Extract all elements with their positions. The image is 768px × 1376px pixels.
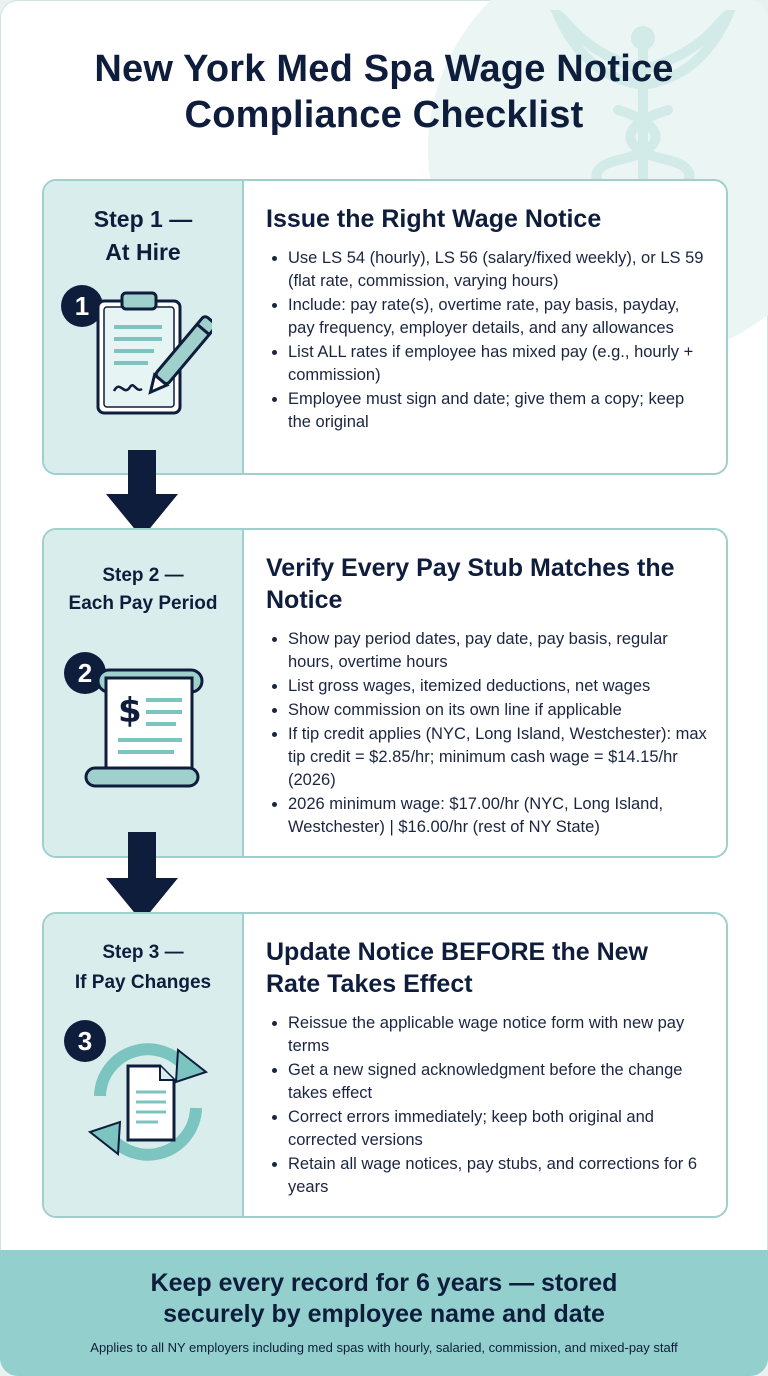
- step-3-bullet-list: [266, 1012, 708, 1199]
- clipboard-pen-icon: [92, 287, 212, 417]
- step-2-number-badge: 2: [64, 652, 106, 694]
- step-2-left-panel: [44, 530, 244, 856]
- step-2-card: [42, 528, 728, 858]
- step-3-number-badge: 3: [64, 1020, 106, 1062]
- step-1-number-badge: 1: [61, 285, 103, 327]
- step-3-label-line2: If Pay Changes: [74, 972, 212, 993]
- list-item: • Use LS 54 (hourly), LS 56 (salary/fixed weekly), or LS 59 (flat rate, commission, varying hours): [288, 247, 708, 293]
- list-item: • Correct errors immediately; keep both original and corrected versions: [288, 1106, 708, 1152]
- step-3-label: [44, 938, 242, 998]
- step-2-label-line2: Each Pay Period: [68, 593, 218, 614]
- list-item: • Employee must sign and date; give them a copy; keep the original: [288, 388, 708, 434]
- arrow-down-icon: [102, 832, 182, 924]
- step-3-label-line1: Step 3 —: [102, 942, 184, 963]
- list-item: • 2026 minimum wage: $17.00/hr (NYC, Long Island, Westchester) | $16.00/hr (rest of NY State): [288, 793, 708, 839]
- footer-headline-line1: Keep every record for 6 years — stored: [150, 1269, 618, 1297]
- step-2-content: [244, 530, 726, 856]
- svg-text:$: $: [118, 691, 142, 731]
- step-1-heading: Issue the Right Wage Notice: [266, 205, 602, 233]
- footer-banner: [0, 1250, 768, 1376]
- step-2-heading: Verify Every Pay Stub Matches the Notice: [266, 554, 675, 614]
- list-item: • List ALL rates if employee has mixed pay (e.g., hourly + commission): [288, 341, 708, 387]
- arrow-down-icon: [102, 450, 182, 540]
- page-title: [0, 0, 768, 138]
- step-2-bullet-list: [266, 628, 708, 839]
- list-item: • Include: pay rate(s), overtime rate, pay basis, payday, pay frequency, employer details, and any allowances: [288, 294, 708, 340]
- step-3-card: [42, 912, 728, 1218]
- step-1-label: [44, 203, 242, 269]
- step-1-bullet-list: [266, 247, 708, 434]
- pay-stub-scroll-icon: [78, 664, 214, 794]
- page-title-line1: New York Med Spa Wage Notice: [94, 48, 674, 90]
- list-item: • If tip credit applies (NYC, Long Island, Westchester): max tip credit = $2.85/hr; minimum cash wage = $14.15/hr (2026): [288, 723, 708, 792]
- footer-headline-line2: securely by employee name and date: [163, 1300, 605, 1328]
- footer-subtext: Applies to all NY employers including med spas with hourly, salaried, commission, and mixed-pay staff: [90, 1340, 678, 1355]
- step-1-content: [244, 181, 726, 473]
- step-2-label: [44, 562, 242, 618]
- document-refresh-icon: [78, 1032, 218, 1172]
- step-2-label-line1: Step 2 —: [102, 565, 184, 586]
- list-item: • Show commission on its own line if applicable: [288, 699, 708, 722]
- list-item: • Reissue the applicable wage notice form with new pay terms: [288, 1012, 708, 1058]
- step-1-card: [42, 179, 728, 475]
- step-3-content: [244, 914, 726, 1216]
- step-1-label-line2: At Hire: [105, 239, 181, 265]
- step-3-heading: Update Notice BEFORE the New Rate Takes Effect: [266, 938, 648, 998]
- list-item: • Get a new signed acknowledgment before the change takes effect: [288, 1059, 708, 1105]
- footer-headline: [0, 1250, 768, 1330]
- list-item: • Show pay period dates, pay date, pay basis, regular hours, overtime hours: [288, 628, 708, 674]
- list-item: • Retain all wage notices, pay stubs, and corrections for 6 years: [288, 1153, 708, 1199]
- step-3-left-panel: [44, 914, 244, 1216]
- step-1-label-line1: Step 1 —: [93, 206, 193, 232]
- list-item: • List gross wages, itemized deductions, net wages: [288, 675, 708, 698]
- step-1-left-panel: [44, 181, 244, 473]
- page-title-line2: Compliance Checklist: [184, 94, 584, 136]
